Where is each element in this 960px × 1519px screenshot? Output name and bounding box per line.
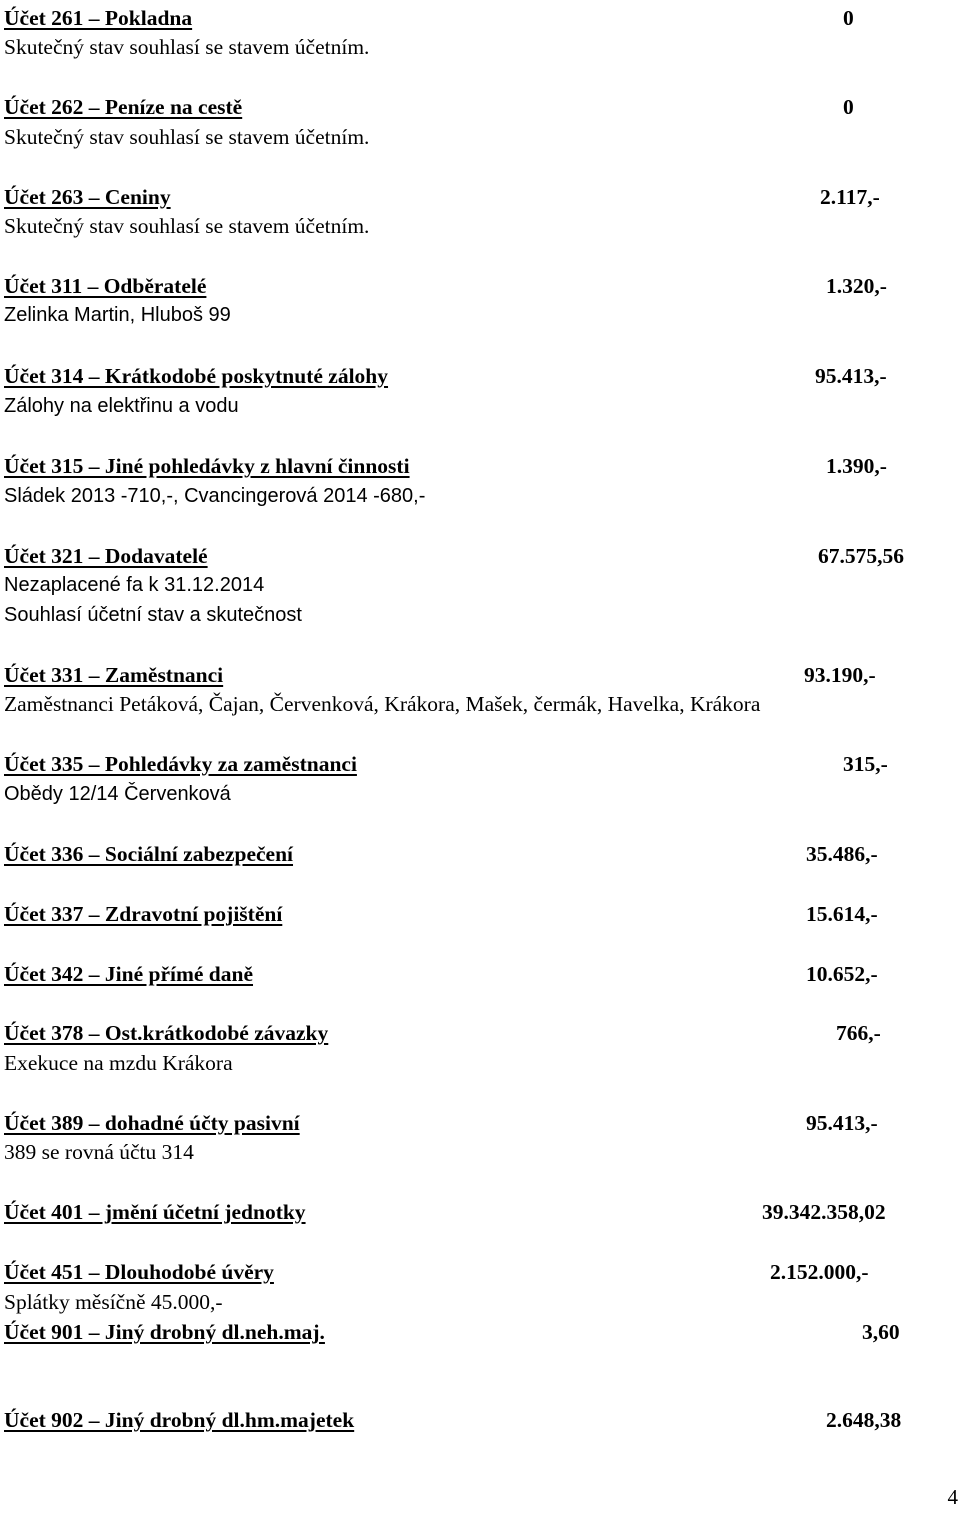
account-note: Zaměstnanci Petáková, Čajan, Červenková, Krákora, Mašek, čermák, Havelka, Krákora <box>4 692 761 716</box>
account-amount: 93.190,- <box>804 663 876 687</box>
account-heading: Účet 342 – Jiné přímé daně <box>4 962 254 986</box>
account-note: Zelinka Martin, Hluboš 99 <box>4 304 231 326</box>
account-heading: Účet 401 – jmění účetní jednotky <box>4 1200 306 1224</box>
account-heading: Účet 262 – Peníze na cestě <box>4 95 243 119</box>
account-amount: 35.486,- <box>806 842 878 866</box>
account-amount: 67.575,56 <box>818 544 904 568</box>
account-amount: 2.117,- <box>820 185 880 209</box>
account-amount: 2.648,38 <box>826 1408 902 1432</box>
account-note: Souhlasí účetní stav a skutečnost <box>4 604 302 626</box>
account-heading: Účet 378 – Ost.krátkodobé závazky <box>4 1021 329 1045</box>
account-note: Skutečný stav souhlasí se stavem účetním. <box>4 35 370 59</box>
account-amount: 1.390,- <box>826 454 887 478</box>
account-heading: Účet 315 – Jiné pohledávky z hlavní činnosti <box>4 454 410 478</box>
page-number: 4 <box>947 1485 958 1509</box>
account-note: Obědy 12/14 Červenková <box>4 783 231 805</box>
account-heading: Účet 331 – Zaměstnanci <box>4 663 224 687</box>
account-amount: 39.342.358,02 <box>762 1200 886 1224</box>
account-heading: Účet 902 – Jiný drobný dl.hm.majetek <box>4 1408 355 1432</box>
account-amount: 0 <box>843 6 854 30</box>
account-note: Skutečný stav souhlasí se stavem účetním. <box>4 214 370 238</box>
account-amount: 3,60 <box>862 1320 900 1344</box>
account-amount: 315,- <box>843 752 888 776</box>
account-heading: Účet 321 – Dodavatelé <box>4 544 208 568</box>
account-amount: 10.652,- <box>806 962 878 986</box>
account-heading: Účet 261 – Pokladna <box>4 6 193 30</box>
account-amount: 766,- <box>836 1021 881 1045</box>
account-heading: Účet 314 – Krátkodobé poskytnuté zálohy <box>4 364 389 388</box>
account-heading: Účet 335 – Pohledávky za zaměstnanci <box>4 752 357 776</box>
account-amount: 2.152.000,- <box>770 1260 869 1284</box>
account-heading: Účet 337 – Zdravotní pojištění <box>4 902 283 926</box>
account-heading: Účet 451 – Dlouhodobé úvěry <box>4 1260 274 1284</box>
account-heading: Účet 389 – dohadné účty pasivní <box>4 1111 300 1135</box>
account-amount: 95.413,- <box>806 1111 878 1135</box>
account-amount: 0 <box>843 95 854 119</box>
account-note: Exekuce na mzdu Krákora <box>4 1051 233 1075</box>
account-heading: Účet 311 – Odběratelé <box>4 274 207 298</box>
account-note: Skutečný stav souhlasí se stavem účetním. <box>4 125 370 149</box>
account-amount: 95.413,- <box>815 364 887 388</box>
account-heading: Účet 336 – Sociální zabezpečení <box>4 842 294 866</box>
account-note: Sládek 2013 -710,-, Cvancingerová 2014 -680,- <box>4 485 426 507</box>
account-amount: 15.614,- <box>806 902 878 926</box>
account-heading: Účet 901 – Jiný drobný dl.neh.maj. <box>4 1320 325 1344</box>
account-amount: 1.320,- <box>826 274 887 298</box>
account-note: Nezaplacené fa k 31.12.2014 <box>4 574 265 596</box>
account-note: Zálohy na elektřinu a vodu <box>4 395 239 417</box>
account-note: 389 se rovná účtu 314 <box>4 1140 194 1164</box>
account-heading: Účet 263 – Ceniny <box>4 185 171 209</box>
account-note: Splátky měsíčně 45.000,- <box>4 1290 223 1314</box>
